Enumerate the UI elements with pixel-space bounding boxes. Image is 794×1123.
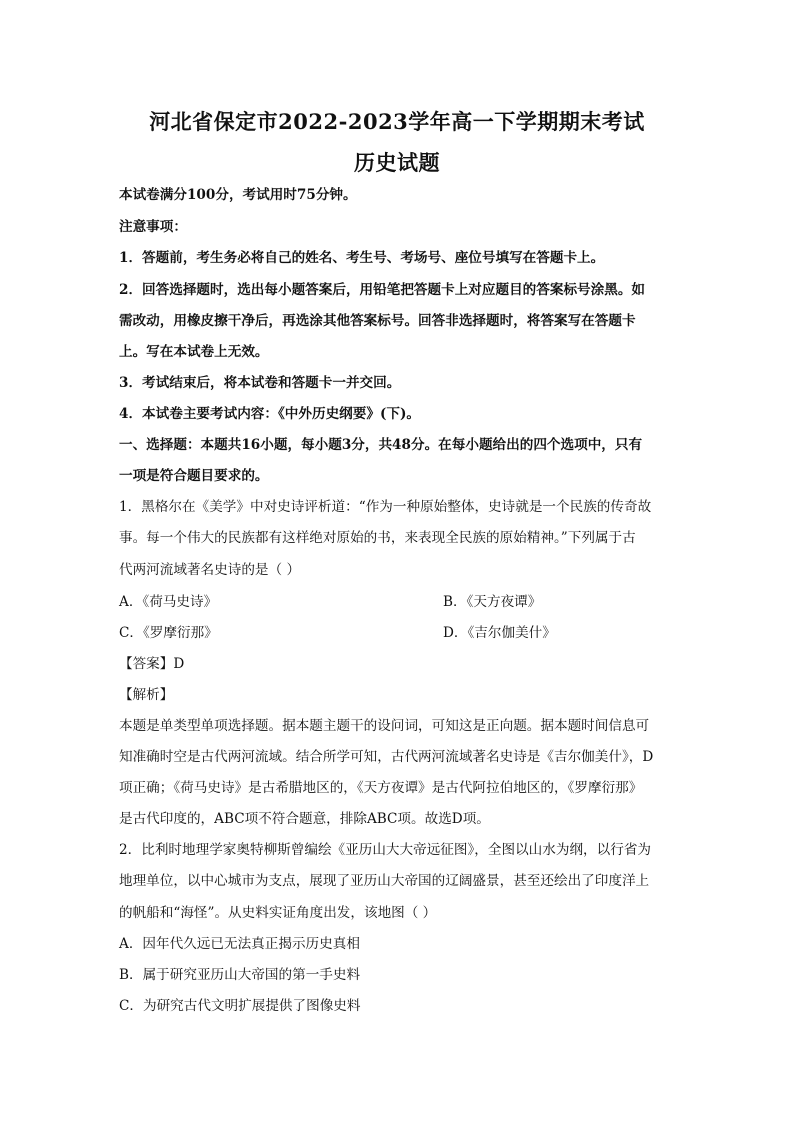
- q1-answer: 【答案】D: [119, 656, 185, 672]
- intro-full-score: 本试卷满分100分，考试用时75分钟。: [119, 187, 357, 203]
- exam-subject-title: 历史试题: [354, 150, 440, 175]
- q2-option-b: B．属于研究亚历山大帝国的第一手史料: [119, 967, 361, 983]
- note-1: 1．答题前，考生务必将自己的姓名、考生号、考场号、座位号填写在答题卡上。: [119, 250, 605, 266]
- q1-option-a: A．《荷马史诗》: [119, 594, 218, 610]
- exam-title: 河北省保定市2022-2023学年高一下学期期末考试: [149, 109, 645, 134]
- q1-analysis-line-2: 知准确时空是古代两河流域。结合所学可知，古代两河流域著名史诗是《吉尔伽美什》，D: [119, 749, 654, 765]
- note-2-line-2: 需改动，用橡皮擦干净后，再选涂其他答案标号。回答非选择题时，将答案写在答题卡: [119, 313, 636, 329]
- q2-stem-line-3: 的帆船和“海怪”。从史料实证角度出发，该地图（ ）: [119, 905, 437, 921]
- q1-option-c: C．《罗摩衍那》: [119, 625, 218, 641]
- notes-title: 注意事项：: [119, 219, 187, 235]
- q1-stem-line-1: 1．黑格尔在《美学》中对史诗评析道：“作为一种原始整体，史诗就是一个民族的传奇故: [119, 499, 652, 515]
- q1-stem-line-3: 代两河流域著名史诗的是（ ）: [119, 562, 301, 578]
- note-4: 4．本试卷主要考试内容：《中外历史纲要》(下)。: [119, 406, 420, 422]
- q1-stem-line-2: 事。每一个伟大的民族都有这样绝对原始的书，来表现全民族的原始精神。”下列属于古: [119, 530, 636, 546]
- q1-analysis-line-3: 项正确；《荷马史诗》是古希腊地区的，《天方夜谭》是古代阿拉伯地区的，《罗摩衍那》: [119, 780, 643, 796]
- note-3: 3．考试结束后，将本试卷和答题卡一并交回。: [119, 375, 401, 391]
- q1-analysis-label: 【解析】: [119, 687, 174, 703]
- q1-option-d: D．《吉尔伽美什》: [443, 625, 556, 641]
- section-1-heading-line-2: 一项是符合题目要求的。: [119, 468, 269, 484]
- q2-stem-line-2: 地理单位，以中心城市为支点，展现了亚历山大帝国的辽阔盛景，甚至还绘出了印度洋上: [119, 873, 650, 889]
- q1-analysis-line-4: 是古代印度的，ABC项不符合题意，排除ABC项。故选D项。: [119, 811, 490, 827]
- section-1-heading-line-1: 一、选择题：本题共16小题，每小题3分，共48分。在每小题给出的四个选项中，只有: [119, 437, 643, 453]
- q2-stem-line-1: 2．比利时地理学家奥特柳斯曾编绘《亚历山大大帝远征图》，全图以山水为纲，以行省为: [119, 842, 652, 858]
- q1-option-b: B．《天方夜谭》: [443, 594, 542, 610]
- note-2-line-1: 2．回答选择题时，选出每小题答案后，用铅笔把答题卡上对应题目的答案标号涂黑。如: [119, 282, 646, 298]
- q2-option-c: C．为研究古代文明扩展提供了图像史料: [119, 998, 361, 1014]
- q1-analysis-line-1: 本题是单类型单项选择题。据本题主题干的设问词，可知这是正向题。据本题时间信息可: [119, 718, 650, 734]
- note-2-line-3: 上。写在本试卷上无效。: [119, 344, 269, 360]
- q2-option-a: A．因年代久远已无法真正揭示历史真相: [119, 936, 360, 952]
